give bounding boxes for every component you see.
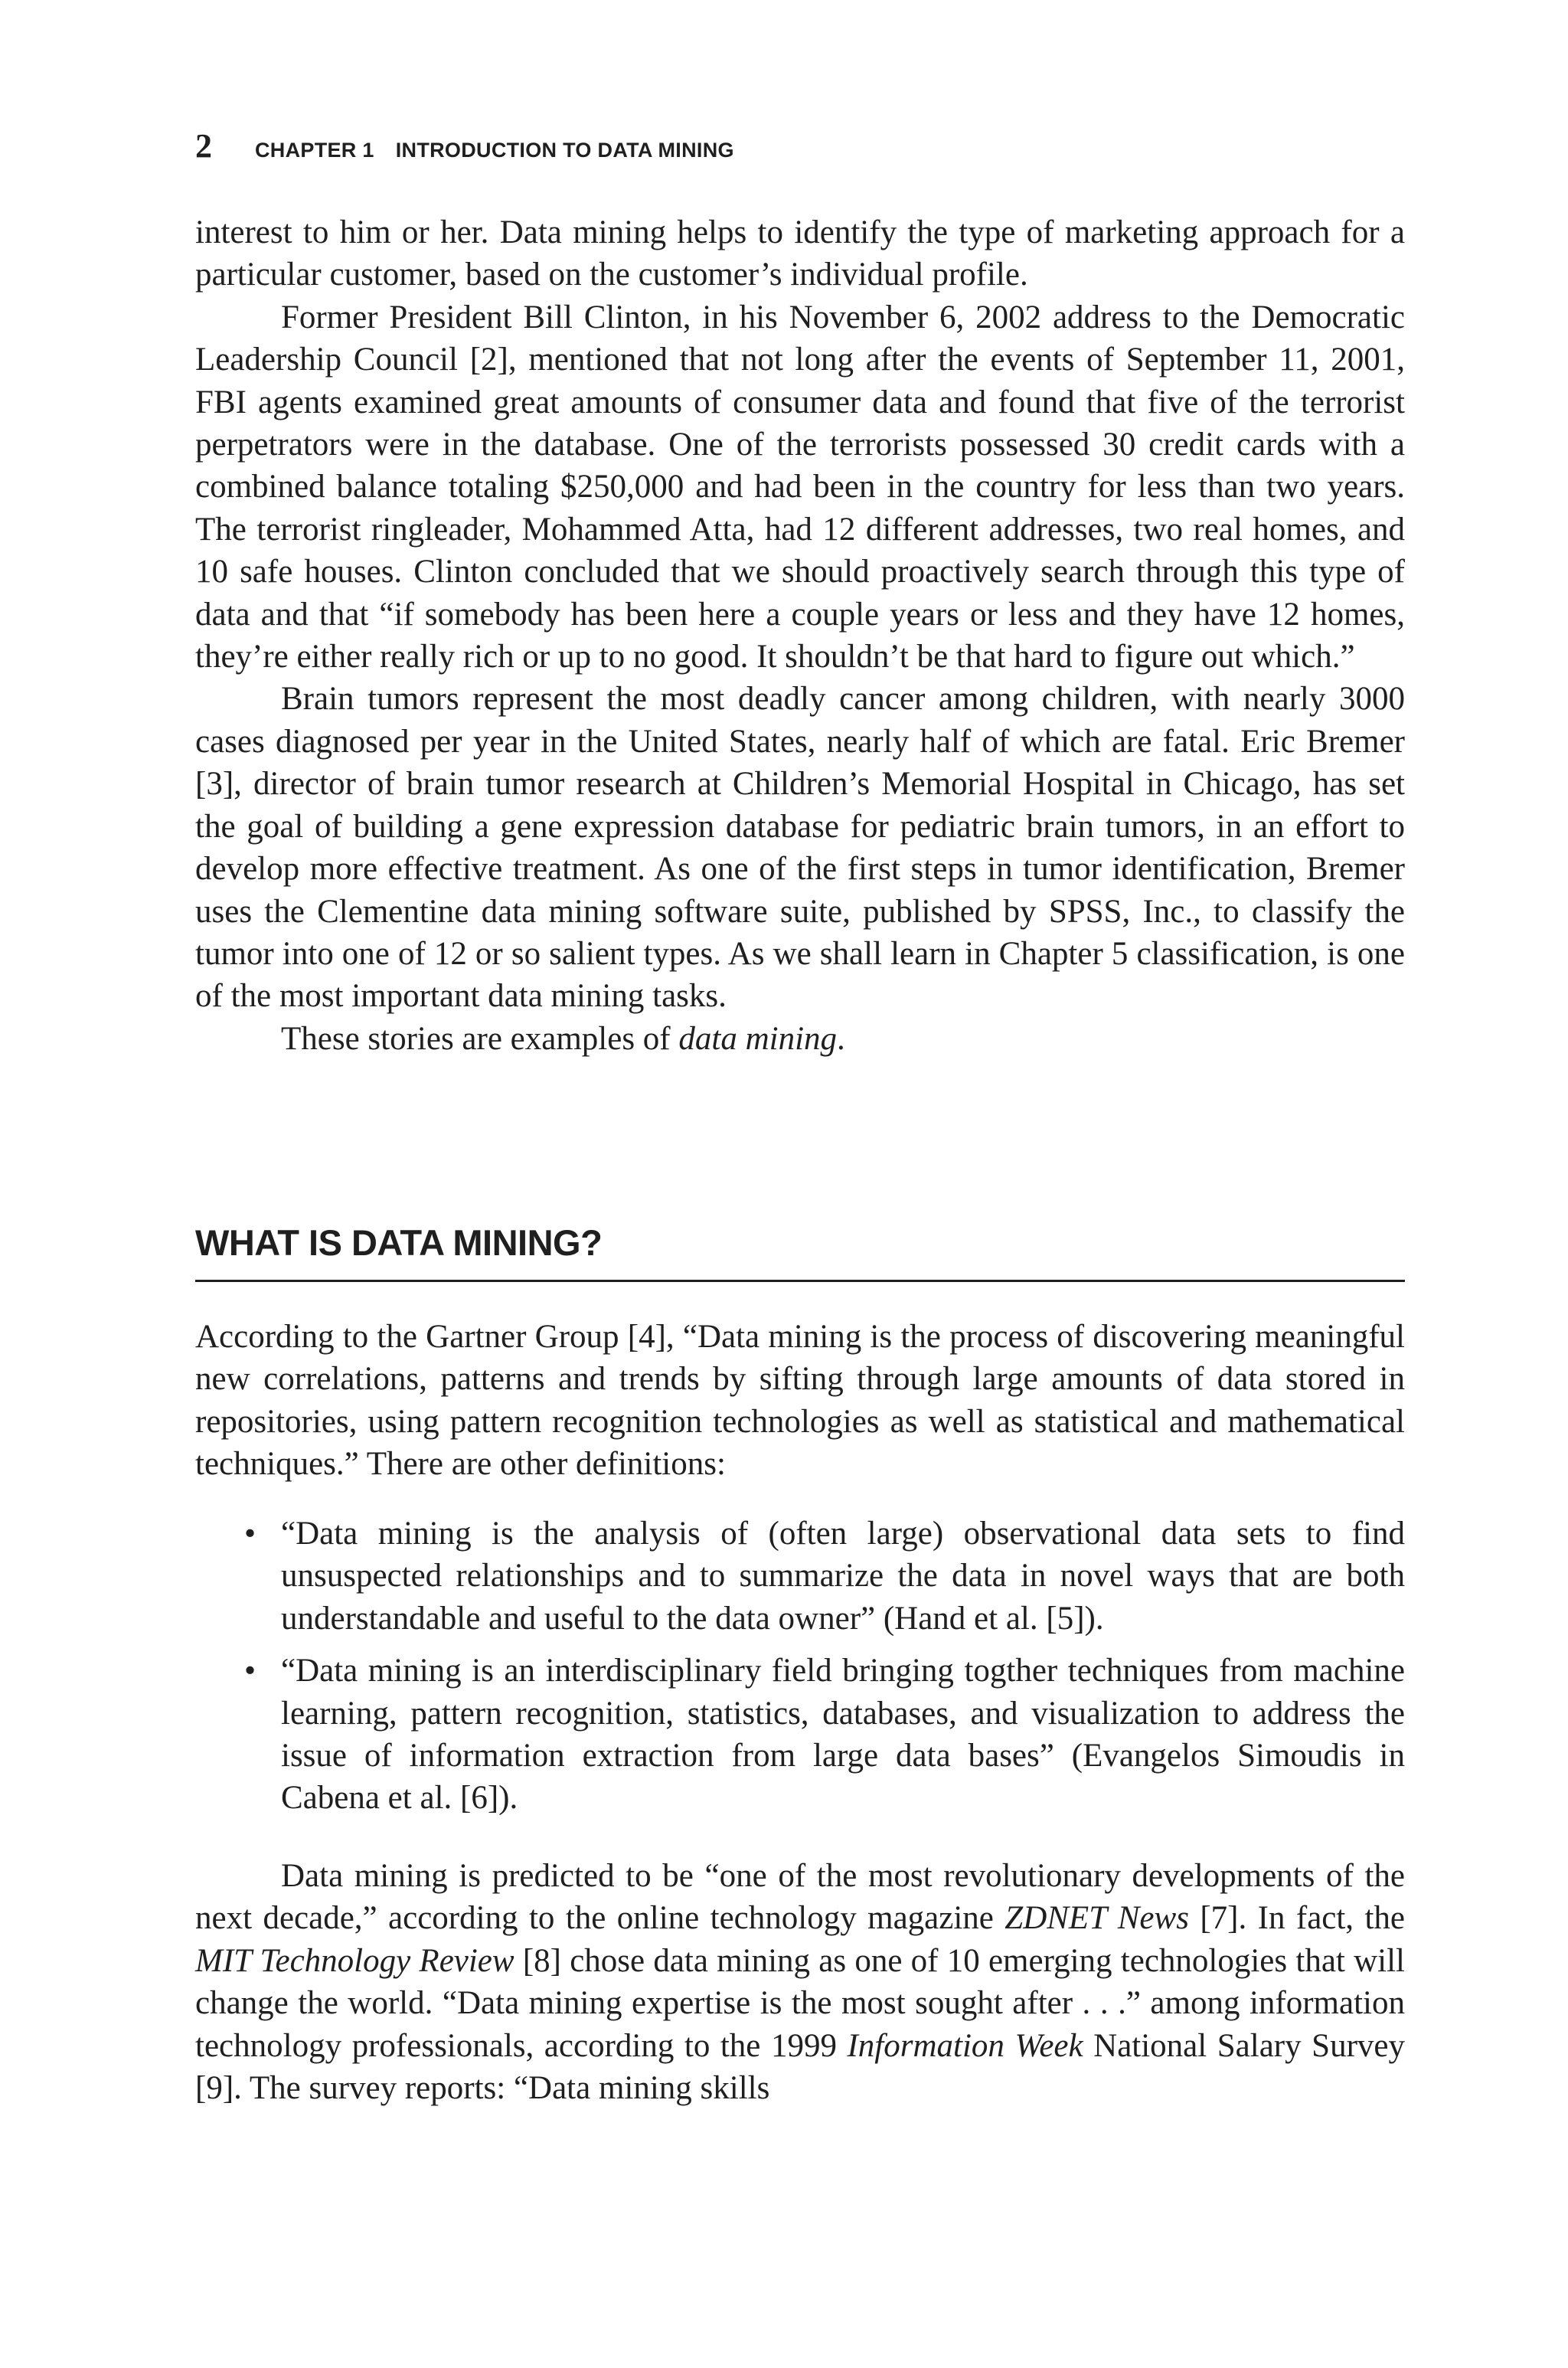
examples-emphasis: data mining xyxy=(678,1020,838,1057)
definition-intro-paragraph: According to the Gartner Group [4], “Data mining is the process of discovering meaningful new correlations, patterns and trends by sifting through large amounts of data stored in repositories, using pattern recognition technologies as well as statistical and mathematical techniques.” There are other definitions: xyxy=(195,1319,1405,1483)
examples-end: . xyxy=(837,1020,845,1057)
paragraph-examples xyxy=(195,1018,1405,1060)
paragraph-brain-tumors: Brain tumors represent the most deadly cancer among children, with nearly 3000 cases diagnosed per year in the United States, nearly half of which are fatal. Eric Bremer [3], director of brain tumor research at Children’s Memorial Hospital in Chicago, has set the goal of building a gene expression database for pediatric brain tumors, in an effort to develop more effective treatment. As one of the first steps in tumor identification, Bremer uses the Clementine data mining software suite, published by SPSS, Inc., to classify the tumor into one of 12 or so salient types. As we shall learn in Chapter 5 classification, is one of the most important data mining tasks. xyxy=(195,681,1405,1015)
opening-text-block xyxy=(195,211,1405,1060)
section-heading: WHAT IS DATA MINING? xyxy=(195,1222,603,1263)
text-segment: Data mining is predicted to be “one of the most revolutionary developments of the next decade,” according to the online technology magazine xyxy=(195,1858,1405,1937)
section-heading-rule xyxy=(195,1280,1405,1282)
text-segment: [8] chose data mining as one of 10 emerging technologies that will change the world. “Data mining expertise is the most sought after . . .” among information technology professionals, according to the 1999 xyxy=(195,1942,1405,2064)
definitions-list xyxy=(195,1513,1405,1830)
text-segment: National Salary Survey [9]. The survey reports: “Data mining skills xyxy=(195,2027,1405,2107)
list-item-text: “Data mining is the analysis of (often large) observational data sets to find unsuspected relationships and to summarize the data in novel ways that are both understandable and useful to the data owner” (Hand et al. [5]). xyxy=(281,1516,1405,1637)
page-number: 2 xyxy=(195,127,212,165)
bullet-icon: • xyxy=(244,1653,256,1689)
paragraph-predictions xyxy=(195,1855,1405,2109)
publication-title: ZDNET News xyxy=(1004,1900,1189,1937)
list-item xyxy=(195,1513,1405,1640)
bullet-icon: • xyxy=(244,1516,256,1552)
paragraph-continued: interest to him or her. Data mining helps to identify the type of marketing approach for a particular customer, based on the customer’s individual profile. xyxy=(195,214,1405,293)
running-header xyxy=(195,126,1405,172)
chapter-label: CHAPTER 1 xyxy=(255,139,374,162)
publication-title: Information Week xyxy=(847,2027,1083,2064)
examples-text: These stories are examples of xyxy=(281,1020,679,1057)
list-item-text: “Data mining is an interdisciplinary field bringing togther techniques from machine learning, pattern recognition, statistics, databases, and visualization to address the issue of information extraction from large data bases” (Evangelos Simoudis in Cabena et al. [6]). xyxy=(281,1653,1405,1817)
list-item xyxy=(195,1650,1405,1820)
chapter-title: INTRODUCTION TO DATA MINING xyxy=(395,139,734,162)
text-segment: [7]. In fact, the xyxy=(1188,1900,1406,1937)
publication-title: MIT Technology Review xyxy=(195,1942,514,1979)
paragraph-clinton: Former President Bill Clinton, in his November 6, 2002 address to the Democratic Leadership Council [2], mentioned that not long after the events of September 11, 2001, FBI agents examined great amounts of consumer data and found that five of the terrorist perpetrators were in the database. One of the terrorists possessed 30 credit cards with a combined balance totaling $250,000 and had been in the country for less than two years. The terrorist ringleader, Mohammed Atta, had 12 different addresses, two real homes, and 10 safe houses. Clinton concluded that we should proactively search through this type of data and that “if somebody has been here a couple years or less and they have 12 homes, they’re either really rich or up to no good. It shouldn’t be that hard to figure out which.” xyxy=(195,299,1405,675)
